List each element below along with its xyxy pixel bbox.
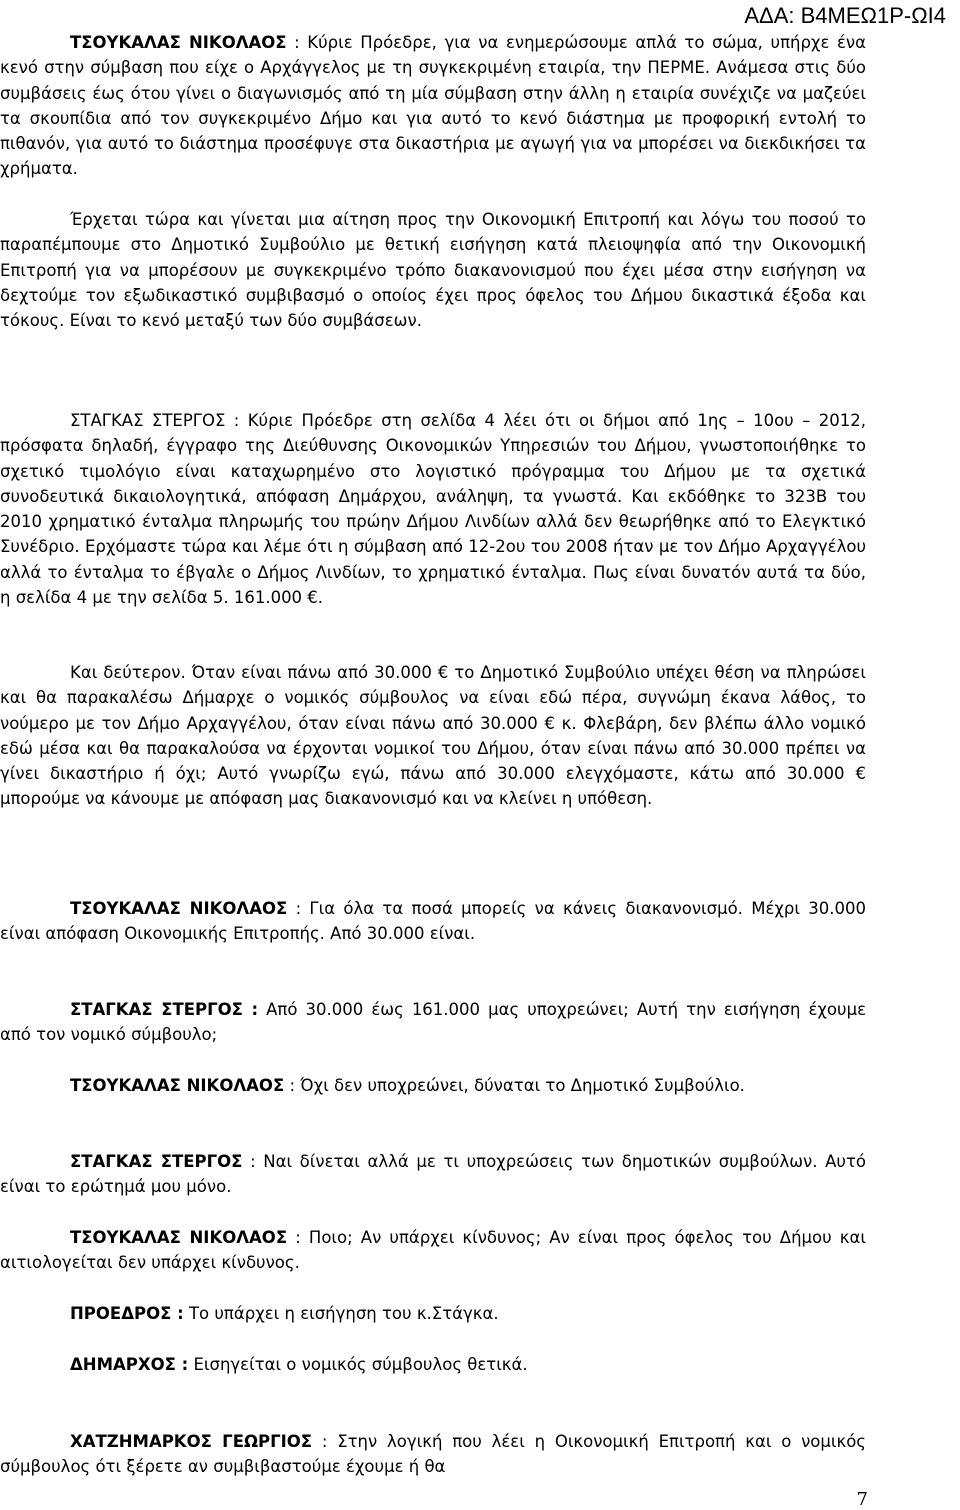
paragraph-11 — [0, 1352, 866, 1377]
speaker-name: ΠΡΟΕΔΡΟΣ : — [70, 1304, 184, 1323]
ada-code: ΑΔΑ: Β4ΜΕΩ1Ρ-ΩΙ4 — [744, 3, 946, 28]
paragraph-3 — [0, 408, 866, 610]
paragraph-1 — [0, 30, 866, 182]
paragraph-7 — [0, 1073, 866, 1098]
page-number: 7 — [856, 1489, 868, 1510]
paragraph-text: : Για όλα τα ποσά μπορείς να κάνεις διακανονισμό. Μέχρι 30.000 είναι απόφαση Οικονομικής Επιτροπής. Από 30.000 είναι. — [0, 899, 866, 944]
speaker-name: ΧΑΤΖΗΜΑΡΚΟΣ ΓΕΩΡΓΙΟΣ — [70, 1432, 313, 1451]
paragraph-8 — [0, 1149, 866, 1200]
speaker-name: ΤΣΟΥΚΑΛΑΣ ΝΙΚΟΛΑΟΣ — [70, 33, 287, 52]
speaker-name: ΣΤΑΓΚΑΣ ΣΤΕΡΓΟΣ — [70, 1152, 243, 1171]
paragraph-10 — [0, 1301, 866, 1326]
paragraph-text: : Στην λογική που λέει η Οικονομική Επιτροπή και ο νομικός σύμβουλος ότι ξέρετε αν συμβιβαστούμε έχουμε ή θα — [0, 1432, 866, 1477]
paragraph-text: Το υπάρχει η εισήγηση του κ.Στάγκα. — [183, 1304, 499, 1323]
paragraph-text: : Κύριε Πρόεδρε, για να ενημερώσουμε απλά το σώμα, υπήρχε ένα κενό στην σύμβαση που είχε ο Αρχάγγελος με τη συγκεκριμένη εταιρία, την ΠΕΡΜΕ. Ανάμεσα στις δύο συμβάσεις έως ότου γίνει ο διαγωνισμός από τη μία σύμβαση στην άλλη η εταιρία συνέχιζε να μαζεύει τα σκουπίδια από τον συγκεκριμένο Δήμο και για αυτό το κενό διάστημα με προφορική εντολή το πιθανόν, για αυτό το διάστημα προσέφυγε στα δικαστήρια με αγωγή για να μπορέσει να διεκδικήσει τα χρήματα. — [0, 33, 866, 179]
paragraph-4 — [0, 660, 866, 812]
paragraph-2 — [0, 207, 866, 333]
paragraph-text: Έρχεται τώρα και γίνεται μια αίτηση προς την Οικονομική Επιτροπή και λόγω του ποσού το παραπέμπουμε στο Δημοτικό Συμβούλιο με θετική εισήγηση κατά πλειοψηφία από την Οικονομική Επιτροπή για να μπορέσουν με συγκεκριμένο τρόπο διακανονισμού που έχει μέσα στην εισήγηση να δεχτούμε τον εξωδικαστικό συμβιβασμό ο οποίος έχει προς όφελος του Δήμου δικαστικά έξοδα και τόκους. Είναι το κενό μεταξύ των δύο συμβάσεων. — [0, 210, 866, 331]
paragraph-6 — [0, 997, 866, 1048]
paragraph-9 — [0, 1225, 866, 1276]
paragraph-text: : Ποιο; Αν υπάρχει κίνδυνος; Αν είναι προς όφελος του Δήμου και αιτιολογείται δεν υπάρχει κίνδυνος. — [0, 1228, 866, 1273]
paragraph-text: : Όχι δεν υποχρεώνει, δύναται το Δημοτικό Συμβούλιο. — [284, 1076, 745, 1095]
speaker-name: ΤΣΟΥΚΑΛΑΣ ΝΙΚΟΛΑΟΣ — [70, 1228, 288, 1247]
paragraph-text: : Ναι δίνεται αλλά με τι υποχρεώσεις των δημοτικών συμβούλων. Αυτό είναι το ερώτημά μου μόνο. — [0, 1152, 866, 1197]
speaker-name: ΔΗΜΑΡΧΟΣ : — [70, 1355, 189, 1374]
paragraph-text: ΣΤΑΓΚΑΣ ΣΤΕΡΓΟΣ : Κύριε Πρόεδρε στη σελίδα 4 λέει ότι οι δήμοι από 1ης – 10ου – 2012, πρόσφατα δηλαδή, έγγραφο της Διεύθυνσης Οικονομικών Υπηρεσιών του Δήμου, γνωστοποιήθηκε το σχετικό τιμολόγιο είναι καταχωρημένο στο λογιστικό πρόγραμμα του Δήμου με τα σχετικά συνοδευτικά δικαιολογητικά, απόφαση Δημάρχου, ανάληψη, τα γνωστά. Και εκδόθηκε το 323Β του 2010 χρηματικό ένταλμα πληρωμής του πρώην Δήμου Λινδίων αλλά δεν θεωρήθηκε από το Ελεγκτικό Συνέδριο. Ερχόμαστε τώρα και λέμε ότι η σύμβαση από 12-2ου του 2008 ήταν με τον Δήμο Αρχαγγέλου αλλά το ένταλμα το έβγαλε ο Δήμος Λινδίων, το χρηματικό ένταλμα. Πως είναι δυνατόν αυτά τα δύο, η σελίδα 4 με την σελίδα 5. 161.000 €. — [0, 411, 866, 608]
paragraph-12 — [0, 1429, 866, 1480]
paragraph-5 — [0, 896, 866, 947]
speaker-name: ΤΣΟΥΚΑΛΑΣ ΝΙΚΟΛΑΟΣ — [70, 899, 288, 918]
speaker-name: ΣΤΑΓΚΑΣ ΣΤΕΡΓΟΣ : — [70, 1000, 259, 1019]
paragraph-text: Από 30.000 έως 161.000 μας υποχρεώνει; Αυτή την εισήγηση έχουμε από τον νομικό σύμβουλο; — [0, 1000, 866, 1045]
paragraph-text: Και δεύτερον. Όταν είναι πάνω από 30.000 € το Δημοτικό Συμβούλιο υπέχει θέση να πληρώσει και θα παρακαλέσω Δήμαρχε ο νομικός σύμβουλος να είναι εδώ πέρα, συγνώμη έκανα λάθος, το νούμερο με τον Δήμο Αρχαγγέλου, όταν είναι πάνω από 30.000 € κ. Φλεβάρη, δεν βλέπω άλλο νομικό εδώ μέσα και θα παρακαλούσα να έρχονται νομικοί του Δήμου, όταν είναι πάνω από 30.000 πρέπει να γίνει δικαστήριο ή όχι; Αυτό γνωρίζω εγώ, πάνω από 30.000 ελεγχόμαστε, κάτω από 30.000 € μπορούμε να κάνουμε με απόφαση μας διακανονισμό και να κλείνει η υπόθεση. — [0, 663, 866, 809]
speaker-name: ΤΣΟΥΚΑΛΑΣ ΝΙΚΟΛΑΟΣ — [70, 1076, 285, 1095]
paragraph-text: Εισηγείται ο νομικός σύμβουλος θετικά. — [188, 1355, 528, 1374]
